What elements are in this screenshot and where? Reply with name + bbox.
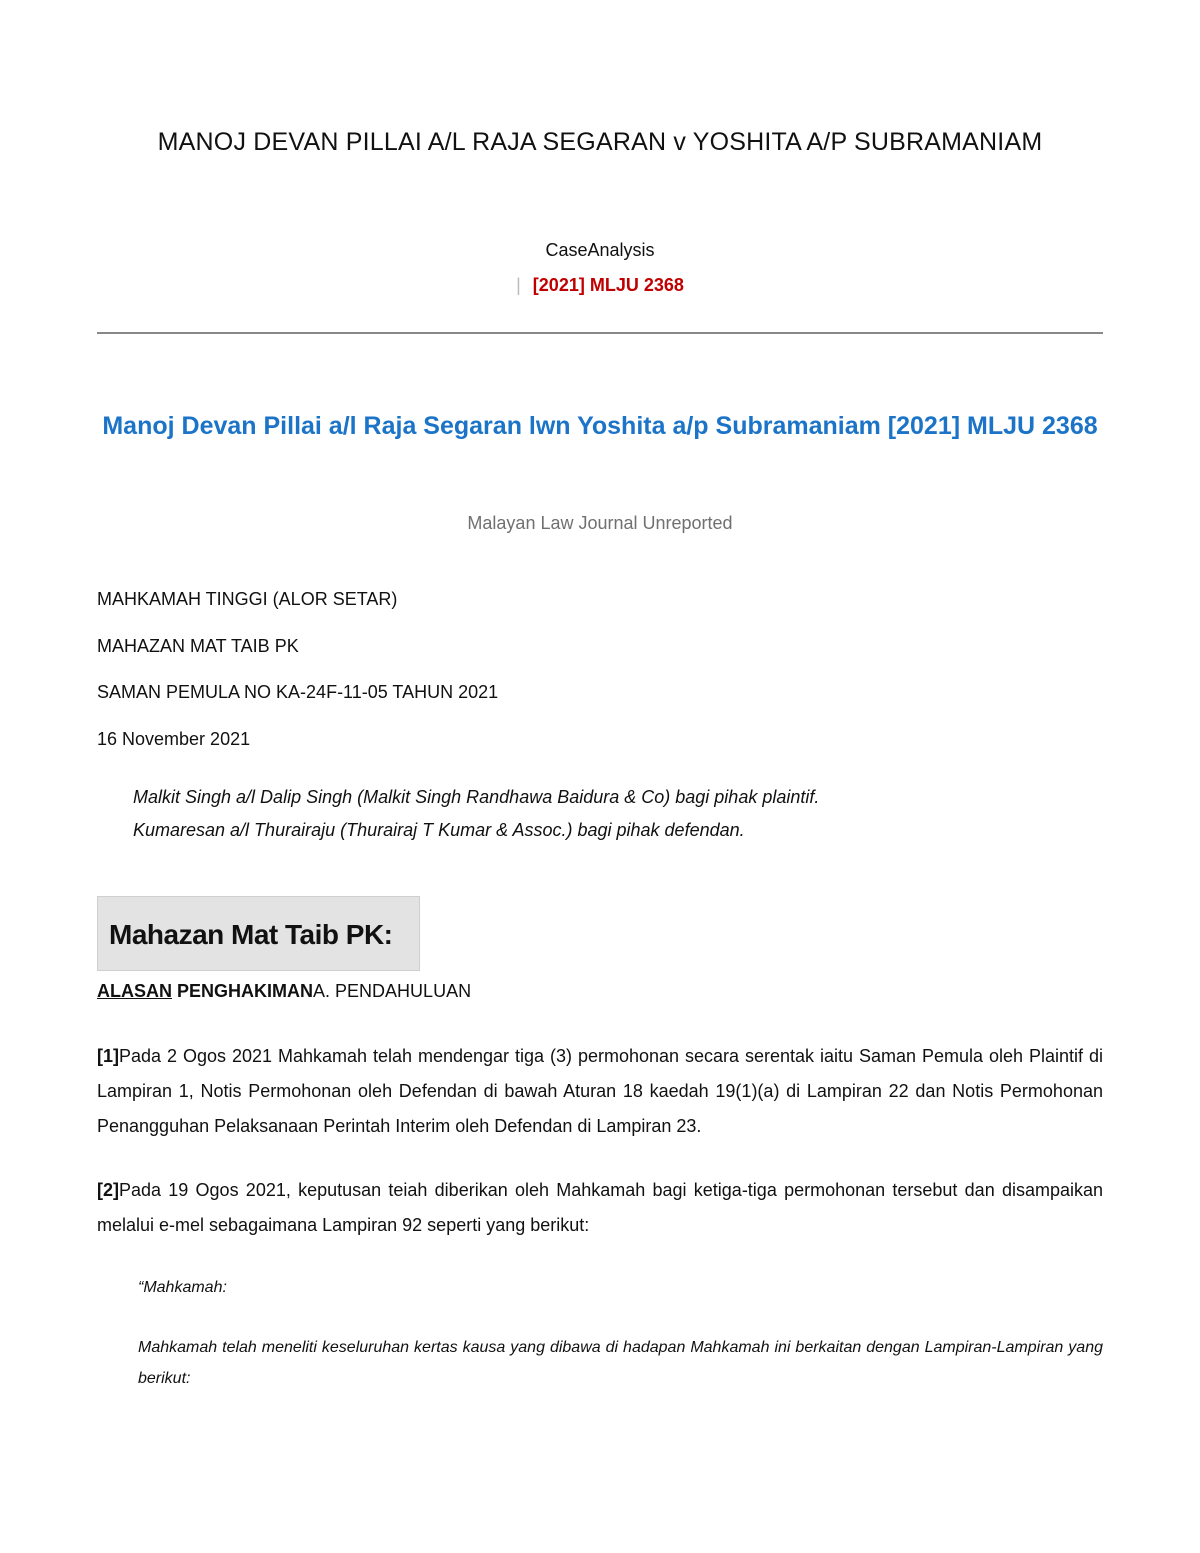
citation-line: [0, 275, 1200, 296]
section-heading-alasan: ALASAN: [97, 981, 172, 1001]
document-title: MANOJ DEVAN PILLAI A/L RAJA SEGARAN v YOSHITA A/P SUBRAMANIAM: [157, 128, 1043, 156]
paragraph-number: [2]: [97, 1180, 119, 1200]
judge-name: MAHAZAN MAT TAIB PK: [97, 636, 299, 656]
section-heading-pendahuluan: A. PENDAHULUAN: [313, 981, 472, 1001]
section-heading-penghakiman: PENGHAKIMAN: [177, 981, 314, 1001]
quote-opening: “Mahkamah:: [138, 1279, 227, 1296]
court-name: MAHKAMAH TINGGI (ALOR SETAR): [97, 589, 398, 609]
judge-heading: Mahazan Mat Taib PK:: [109, 919, 393, 950]
horizontal-divider: [97, 332, 1103, 334]
journal-name: Malayan Law Journal Unreported: [467, 513, 733, 533]
counsel-plaintiff: Malkit Singh a/l Dalip Singh (Malkit Singh Randhawa Baidura & Co) bagi pihak plaintif.: [133, 787, 820, 807]
judge-heading-box: [97, 896, 420, 971]
case-heading-link[interactable]: Manoj Devan Pillai a/l Raja Segaran lwn Yoshita a/p Subramaniam [2021] MLJU 2368: [102, 412, 1098, 440]
case-number: SAMAN PEMULA NO KA-24F-11-05 TAHUN 2021: [97, 682, 499, 702]
paragraph-2: [97, 1173, 1103, 1243]
document-type: CaseAnalysis: [545, 240, 655, 260]
citation-reference: [2021] MLJU 2368: [532, 275, 684, 295]
quote-body: Mahkamah telah meneliti keseluruhan kertas kausa yang dibawa di hadapan Mahkamah ini berkaitan dengan Lampiran-Lampiran yang berikut:: [138, 1339, 1103, 1387]
citation-separator: |: [516, 275, 521, 295]
paragraph-text: Pada 19 Ogos 2021, keputusan teiah diberikan oleh Mahkamah bagi ketiga-tiga permohonan tersebut dan disampaikan melalui e-mel sebagaimana Lampiran 92 seperti yang berikut:: [97, 1180, 1103, 1235]
counsel-defendant: Kumaresan a/l Thurairaju (Thurairaj T Kumar & Assoc.) bagi pihak defendan.: [133, 820, 745, 840]
section-heading: [97, 981, 471, 1002]
paragraph-1: [97, 1039, 1103, 1144]
paragraph-number: [1]: [97, 1046, 119, 1066]
judgment-date: 16 November 2021: [97, 729, 251, 749]
paragraph-text: Pada 2 Ogos 2021 Mahkamah telah mendengar tiga (3) permohonan secara serentak iaitu Saman Pemula oleh Plaintif di Lampiran 1, Notis Permohonan oleh Defendan di bawah Aturan 18 kaedah 19(1)(a) di Lampiran 22 dan Notis Permohonan Penangguhan Pelaksanaan Perintah Interim oleh Defendan di Lampiran 23.: [97, 1046, 1103, 1136]
